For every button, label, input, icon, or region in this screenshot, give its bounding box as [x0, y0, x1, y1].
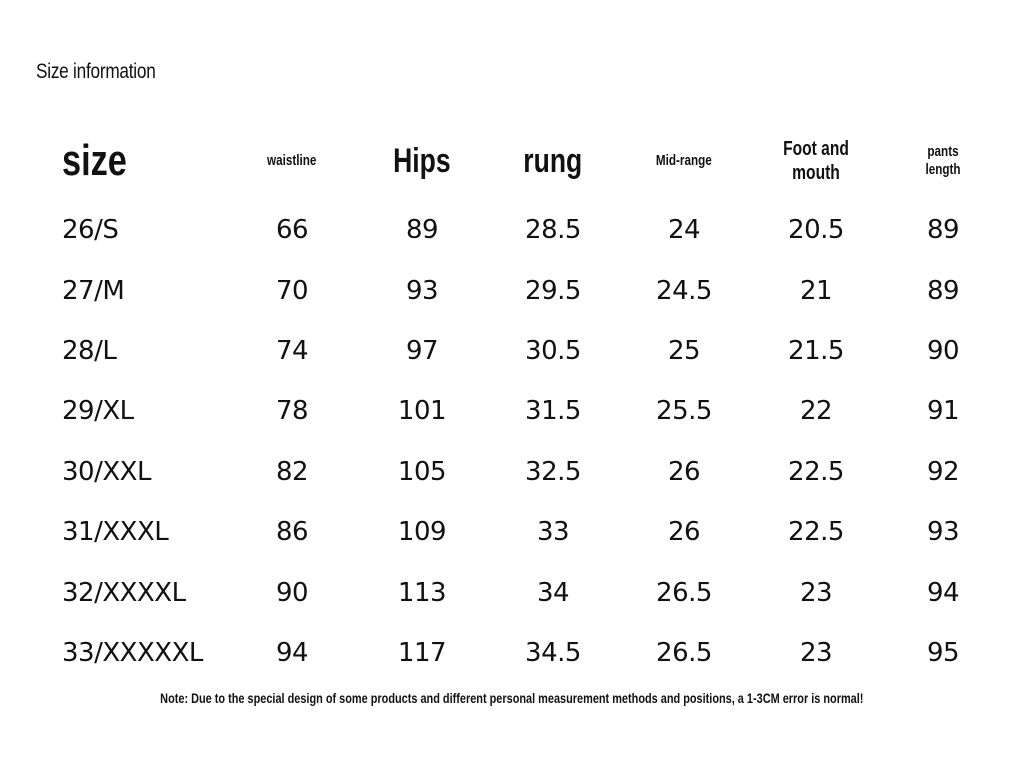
table-header-row [48, 122, 1008, 200]
cell-foot-and-mouth: 22.5 [788, 456, 844, 487]
cell-mid-range: 24.5 [656, 275, 712, 306]
cell-size: 27/M [62, 275, 125, 306]
cell-waistline: 66 [275, 215, 309, 246]
cell-size: 32/XXXXL [62, 577, 186, 608]
footnote: Note: Due to the special design of some products and different personal measurement methods and positions, a 1-3CM error is normal! [160, 690, 864, 706]
cell-size: 31/XXXL [62, 517, 169, 548]
header-size: size [62, 135, 127, 185]
header-pants-length: pants length [925, 142, 961, 178]
table-row [48, 502, 1008, 562]
cell-foot-and-mouth: 22 [799, 396, 833, 427]
page-title: Size information [36, 60, 156, 83]
size-table [48, 122, 1008, 683]
table-row [48, 321, 1008, 381]
cell-rung: 29.5 [525, 275, 581, 306]
cell-rung: 28.5 [525, 215, 581, 246]
table-row [48, 381, 1008, 441]
table-row [48, 562, 1008, 622]
cell-mid-range: 26 [667, 517, 701, 548]
table-row [48, 260, 1008, 320]
cell-foot-and-mouth: 20.5 [788, 215, 844, 246]
cell-mid-range: 26.5 [656, 577, 712, 608]
cell-size: 26/S [62, 215, 119, 246]
cell-rung: 32.5 [525, 456, 581, 487]
cell-rung: 31.5 [525, 396, 581, 427]
cell-hips: 113 [397, 577, 447, 608]
cell-size: 29/XL [62, 396, 134, 427]
cell-hips: 93 [405, 275, 439, 306]
table-row [48, 442, 1008, 502]
table-body [48, 200, 1008, 683]
cell-waistline: 94 [275, 637, 309, 668]
cell-foot-and-mouth: 21 [799, 275, 833, 306]
cell-foot-and-mouth: 23 [799, 577, 833, 608]
cell-pants-length: 95 [926, 637, 960, 668]
cell-hips: 117 [397, 637, 447, 668]
cell-pants-length: 91 [926, 396, 960, 427]
cell-pants-length: 94 [926, 577, 960, 608]
cell-mid-range: 26 [667, 456, 701, 487]
cell-hips: 97 [405, 335, 439, 366]
cell-size: 33/XXXXXL [62, 637, 203, 668]
cell-mid-range: 25.5 [656, 396, 712, 427]
cell-rung: 34 [536, 577, 570, 608]
cell-rung: 33 [536, 517, 570, 548]
header-mid-range: Mid-range [656, 152, 712, 170]
cell-mid-range: 25 [667, 335, 701, 366]
cell-foot-and-mouth: 23 [799, 637, 833, 668]
header-waistline: waistline [267, 152, 317, 170]
cell-hips: 89 [405, 215, 439, 246]
cell-waistline: 74 [275, 335, 309, 366]
cell-foot-and-mouth: 22.5 [788, 517, 844, 548]
table-row [48, 623, 1008, 683]
header-rung: rung [523, 141, 583, 180]
cell-pants-length: 93 [926, 517, 960, 548]
cell-hips: 109 [397, 517, 447, 548]
cell-foot-and-mouth: 21.5 [788, 335, 844, 366]
cell-rung: 30.5 [525, 335, 581, 366]
cell-pants-length: 92 [926, 456, 960, 487]
cell-size: 28/L [62, 335, 117, 366]
cell-rung: 34.5 [525, 637, 581, 668]
header-foot-and-mouth: Foot and mouth [783, 138, 849, 184]
header-hips: Hips [393, 141, 451, 180]
cell-pants-length: 89 [926, 215, 960, 246]
cell-hips: 105 [397, 456, 447, 487]
cell-pants-length: 89 [926, 275, 960, 306]
cell-size: 30/XXL [62, 456, 151, 487]
cell-waistline: 90 [275, 577, 309, 608]
cell-waistline: 86 [275, 517, 309, 548]
cell-mid-range: 26.5 [656, 637, 712, 668]
cell-waistline: 78 [275, 396, 309, 427]
cell-waistline: 70 [275, 275, 309, 306]
table-row [48, 200, 1008, 260]
cell-pants-length: 90 [926, 335, 960, 366]
cell-waistline: 82 [275, 456, 309, 487]
cell-mid-range: 24 [667, 215, 701, 246]
cell-hips: 101 [397, 396, 447, 427]
